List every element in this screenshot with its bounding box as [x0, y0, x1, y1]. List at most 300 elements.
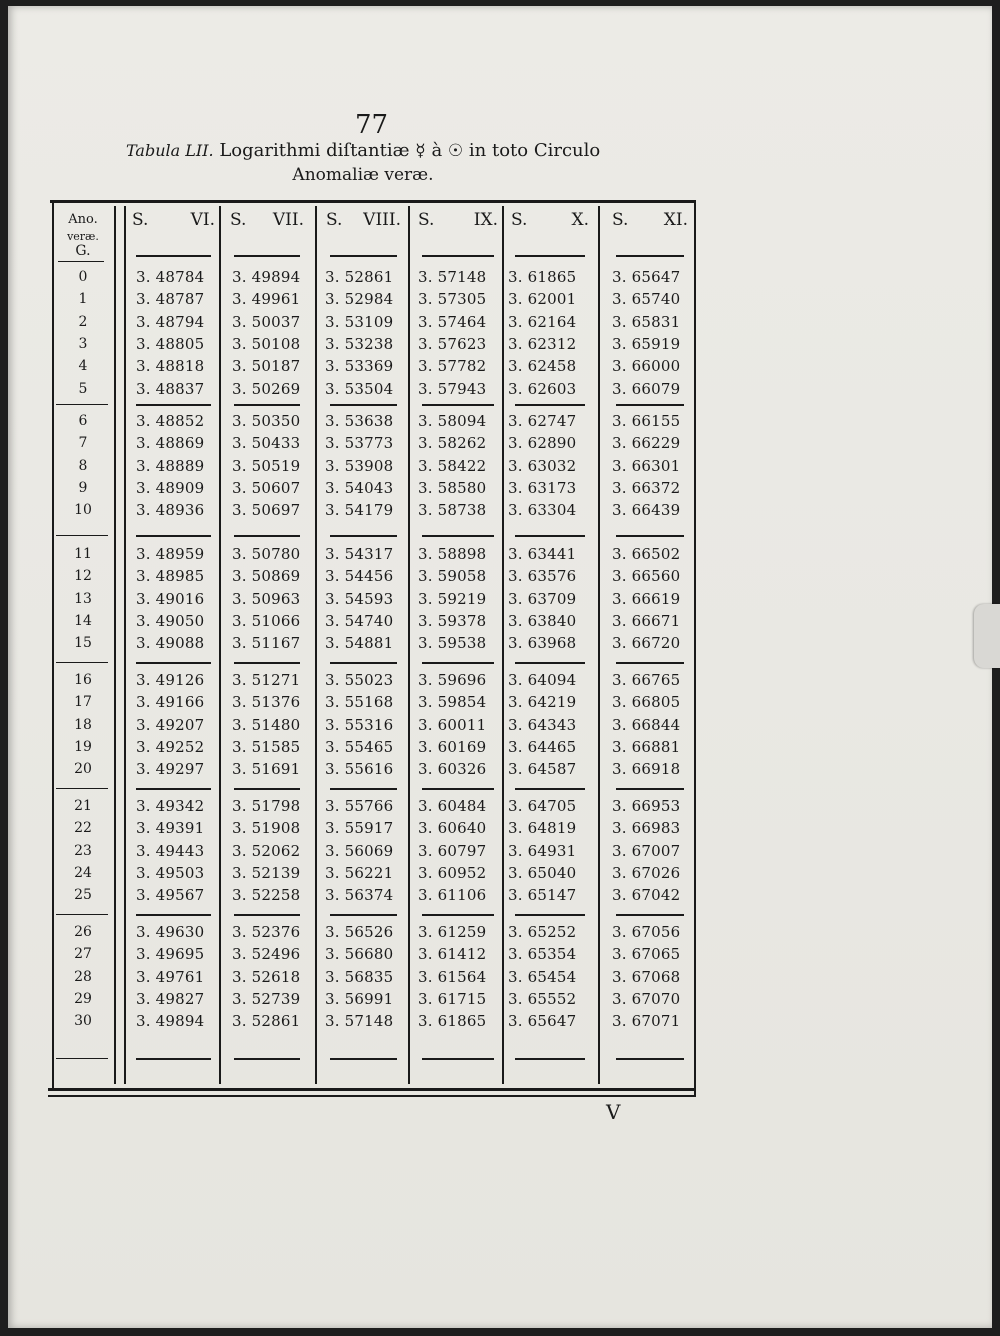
table-cell: 3. 55316 [325, 715, 394, 734]
table-cell: 3. 66000 [612, 357, 681, 376]
table-cell: 3. 62164 [508, 312, 577, 331]
column-header-viii [326, 209, 401, 231]
table-cell: 3. 59058 [418, 567, 487, 586]
degree-cell: 27 [74, 946, 92, 963]
table-cell: 3. 53369 [325, 357, 394, 376]
table-bottom-rule-1 [48, 1088, 696, 1091]
table-cell: 3. 52496 [232, 945, 301, 964]
table-cell: 3. 66560 [612, 567, 681, 586]
column-separator [219, 206, 221, 1084]
table-cell: 3. 56221 [325, 863, 394, 882]
group-rule [515, 662, 585, 664]
table-cell: 3. 67071 [612, 1012, 681, 1031]
table-cell: 3. 56835 [325, 967, 394, 986]
table-cell: 3. 61865 [508, 268, 577, 286]
table-cell: 3. 52258 [232, 886, 301, 905]
table-cell: 3. 55465 [325, 737, 394, 756]
degree-cell: 13 [74, 590, 92, 607]
table-cell: 3. 49827 [136, 989, 205, 1008]
title-text-a: Logarithmi diſtantiæ [219, 140, 410, 161]
ano-label-3: G. [75, 243, 91, 259]
table-cell: 3. 66502 [612, 545, 681, 563]
table-cell: 3. 57148 [325, 1012, 394, 1031]
group-rule [515, 788, 585, 790]
table-cell: 3. 52376 [232, 923, 301, 941]
table-cell: 3. 60011 [418, 715, 487, 734]
table-cell: 3. 49503 [136, 863, 205, 882]
group-rule [422, 404, 494, 406]
sun-symbol-icon: ☉ [447, 141, 464, 161]
table-cell: 3. 54881 [325, 634, 394, 653]
table-cell: 3. 49016 [136, 589, 205, 608]
table-cell: 3. 49567 [136, 886, 205, 905]
table-cell: 3. 56526 [325, 923, 394, 941]
title-text-c: in toto Circulo [468, 140, 601, 161]
table-cell: 3. 50607 [232, 478, 301, 497]
table-cell: 3. 60952 [418, 863, 487, 882]
table-cell: 3. 67068 [612, 967, 681, 986]
table-cell: 3. 58580 [418, 478, 487, 497]
table-cell: 3. 53238 [325, 334, 394, 353]
table-cell: 3. 51908 [232, 819, 301, 838]
group-rule [136, 404, 211, 406]
table-cell: 3. 53773 [325, 434, 394, 453]
table-cell: 3. 60326 [418, 760, 487, 779]
table-cell: 3. 59538 [418, 634, 487, 653]
table-title [126, 140, 646, 162]
table-cell: 3. 49630 [136, 923, 205, 941]
group-rule [234, 535, 300, 537]
table-cell: 3. 63576 [508, 567, 577, 586]
group-rule [422, 662, 494, 664]
table-cell: 3. 59219 [418, 589, 487, 608]
table-cell: 3. 49443 [136, 841, 205, 860]
group-rule [616, 662, 684, 664]
table-bottom-rule-2 [48, 1095, 696, 1097]
degree-cell: 6 [78, 413, 88, 429]
column-header-roman: VIII. [363, 210, 401, 230]
degree-cell: 10 [74, 502, 92, 519]
group-rule [422, 535, 494, 537]
table-cell: 3. 49761 [136, 967, 205, 986]
table-cell: 3. 52062 [232, 841, 301, 860]
table-cell: 3. 66881 [612, 737, 681, 756]
degree-group-rule [56, 662, 108, 663]
group-rule [234, 404, 300, 406]
degree-cell: 4 [78, 358, 88, 375]
table-cell: 3. 50697 [232, 501, 301, 520]
table-cell: 3. 56374 [325, 886, 394, 905]
table-cell: 3. 64219 [508, 693, 577, 712]
degree-cell: 30 [74, 1013, 92, 1030]
column-header-roman: XI. [663, 210, 688, 230]
column-header-rule [422, 255, 494, 257]
table-cell: 3. 49297 [136, 760, 205, 779]
column-header-rule [234, 255, 300, 257]
table-cell: 3. 61865 [418, 1012, 487, 1031]
table-cell: 3. 55168 [325, 693, 394, 712]
group-rule [422, 914, 494, 916]
column-separator [114, 206, 116, 1084]
table-cell: 3. 67056 [612, 923, 681, 941]
page-number: 77 [354, 110, 389, 140]
table-cell: 3. 59854 [418, 693, 487, 712]
table-cell: 3. 50963 [232, 589, 301, 608]
table-cell: 3. 66301 [612, 456, 681, 475]
ano-label-2: veræ. [67, 230, 99, 243]
table-cell: 3. 67026 [612, 863, 681, 882]
column-header-s: S. [511, 210, 528, 230]
column-header-roman: X. [571, 210, 589, 230]
column-header-roman: VII. [272, 210, 304, 230]
table-cell: 3. 66229 [612, 434, 681, 453]
column-separator [124, 206, 126, 1084]
group-rule [616, 404, 684, 406]
degree-cell: 26 [74, 924, 92, 940]
degree-group-rule [56, 535, 108, 536]
table-cell: 3. 60640 [418, 819, 487, 838]
table-cell: 3. 63173 [508, 478, 577, 497]
table-cell: 3. 65252 [508, 923, 577, 941]
table-cell: 3. 60797 [418, 841, 487, 860]
table-cell: 3. 48889 [136, 456, 205, 475]
table-cell: 3. 57148 [418, 268, 487, 286]
table-cell: 3. 51271 [232, 671, 301, 689]
table-cell: 3. 62001 [508, 290, 577, 309]
table-cell: 3. 63840 [508, 611, 577, 630]
table-label: Tabula LII. [126, 141, 214, 160]
group-rule [136, 914, 211, 916]
table-cell: 3. 53109 [325, 312, 394, 331]
table-cell: 3. 53638 [325, 412, 394, 430]
column-separator [502, 206, 504, 1084]
table-cell: 3. 63441 [508, 545, 577, 563]
column-header-vi [132, 209, 215, 231]
table-cell: 3. 65740 [612, 290, 681, 309]
group-rule [515, 914, 585, 916]
table-cell: 3. 50108 [232, 334, 301, 353]
table-cell: 3. 49252 [136, 737, 205, 756]
table-cell: 3. 50350 [232, 412, 301, 430]
group-rule [234, 788, 300, 790]
table-cell: 3. 48794 [136, 312, 205, 331]
degree-cell: 21 [74, 798, 92, 814]
column-header-rule [330, 255, 397, 257]
table-cell: 3. 59696 [418, 671, 487, 689]
table-cell: 3. 52739 [232, 989, 301, 1008]
degree-cell: 14 [74, 612, 92, 629]
table-cell: 3. 53504 [325, 379, 394, 398]
table-cell: 3. 67070 [612, 989, 681, 1008]
table-cell: 3. 52984 [325, 290, 394, 309]
table-cell: 3. 63968 [508, 634, 577, 653]
table-cell: 3. 48959 [136, 545, 205, 563]
degree-group-rule [56, 404, 108, 405]
table-cell: 3. 50187 [232, 357, 301, 376]
degree-cell: 3 [78, 335, 88, 352]
table-right-border [694, 202, 696, 1097]
table-cell: 3. 67007 [612, 841, 681, 860]
table-cell: 3. 63709 [508, 589, 577, 608]
table-cell: 3. 58262 [418, 434, 487, 453]
table-cell: 3. 61412 [418, 945, 487, 964]
table-cell: 3. 49391 [136, 819, 205, 838]
table-cell: 3. 64819 [508, 819, 577, 838]
table-cell: 3. 59378 [418, 611, 487, 630]
degree-cell: 20 [74, 761, 92, 778]
degree-group-rule [56, 1058, 108, 1059]
table-cell: 3. 51480 [232, 715, 301, 734]
column-separator [408, 206, 410, 1084]
column-header-s: S. [418, 210, 435, 230]
table-cell: 3. 48805 [136, 334, 205, 353]
degree-cell: 11 [74, 546, 92, 562]
group-rule [616, 914, 684, 916]
table-cell: 3. 54043 [325, 478, 394, 497]
group-rule [234, 662, 300, 664]
table-cell: 3. 57305 [418, 290, 487, 309]
table-cell: 3. 66844 [612, 715, 681, 734]
book-page [8, 6, 992, 1328]
table-top-rule [50, 200, 696, 203]
table-cell: 3. 66953 [612, 797, 681, 815]
table-cell: 3. 65647 [508, 1012, 577, 1031]
table-cell: 3. 58738 [418, 501, 487, 520]
table-cell: 3. 48787 [136, 290, 205, 309]
degree-cell: 29 [74, 990, 92, 1007]
table-cell: 3. 49088 [136, 634, 205, 653]
table-cell: 3. 66765 [612, 671, 681, 689]
degree-group-rule [56, 914, 108, 915]
ano-label-1: Ano. [68, 212, 98, 227]
ano-header-rule [58, 261, 104, 262]
table-cell: 3. 64931 [508, 841, 577, 860]
column-header-s: S. [132, 210, 149, 230]
group-rule [330, 662, 397, 664]
group-rule [330, 404, 397, 406]
degree-cell: 15 [74, 635, 92, 652]
table-cell: 3. 61259 [418, 923, 487, 941]
table-cell: 3. 63032 [508, 456, 577, 475]
table-cell: 3. 50037 [232, 312, 301, 331]
table-cell: 3. 61715 [418, 989, 487, 1008]
table-cell: 3. 56680 [325, 945, 394, 964]
group-rule [136, 535, 211, 537]
column-separator [598, 206, 600, 1084]
degree-cell: 25 [74, 887, 92, 904]
group-rule [422, 788, 494, 790]
group-rule [616, 788, 684, 790]
table-cell: 3. 54456 [325, 567, 394, 586]
group-rule [234, 914, 300, 916]
table-cell: 3. 65919 [612, 334, 681, 353]
mercury-symbol-icon: ☿ [415, 141, 426, 161]
table-cell: 3. 54317 [325, 545, 394, 563]
table-cell: 3. 65354 [508, 945, 577, 964]
degree-cell: 24 [74, 864, 92, 881]
table-cell: 3. 65647 [612, 268, 681, 286]
group-rule [136, 662, 211, 664]
table-cell: 3. 50780 [232, 545, 301, 563]
table-cell: 3. 62603 [508, 379, 577, 398]
table-cell: 3. 48852 [136, 412, 205, 430]
table-cell: 3. 66671 [612, 611, 681, 630]
degree-cell: 9 [78, 479, 88, 496]
title-text-b: à [431, 140, 443, 161]
table-cell: 3. 48985 [136, 567, 205, 586]
group-rule [330, 914, 397, 916]
column-header-s: S. [612, 210, 629, 230]
degree-cell: 19 [74, 738, 92, 755]
table-cell: 3. 55616 [325, 760, 394, 779]
signature-mark: V [606, 1100, 621, 1124]
table-cell: 3. 55023 [325, 671, 394, 689]
table-cell: 3. 49894 [136, 1012, 205, 1031]
table-cell: 3. 66372 [612, 478, 681, 497]
table-cell: 3. 65147 [508, 886, 577, 905]
degree-cell: 7 [78, 435, 88, 452]
table-cell: 3. 64343 [508, 715, 577, 734]
group-rule [136, 788, 211, 790]
group-rule [422, 1058, 494, 1060]
page-tab-marker [974, 604, 1000, 668]
table-cell: 3. 51798 [232, 797, 301, 815]
table-cell: 3. 55917 [325, 819, 394, 838]
table-cell: 3. 66983 [612, 819, 681, 838]
table-cell: 3. 54593 [325, 589, 394, 608]
table-cell: 3. 57782 [418, 357, 487, 376]
table-cell: 3. 61106 [418, 886, 487, 905]
column-header-rule [616, 255, 684, 257]
table-cell: 3. 52861 [325, 268, 394, 286]
table-cell: 3. 51376 [232, 693, 301, 712]
table-cell: 3. 57623 [418, 334, 487, 353]
table-subtitle: Anomaliæ veræ. [292, 165, 434, 185]
table-cell: 3. 65831 [612, 312, 681, 331]
table-cell: 3. 64094 [508, 671, 577, 689]
degree-cell: 5 [78, 380, 88, 397]
table-cell: 3. 48869 [136, 434, 205, 453]
table-cell: 3. 53908 [325, 456, 394, 475]
table-cell: 3. 51691 [232, 760, 301, 779]
table-cell: 3. 54179 [325, 501, 394, 520]
degree-cell: 23 [74, 842, 92, 859]
table-cell: 3. 66079 [612, 379, 681, 398]
table-cell: 3. 48784 [136, 268, 205, 286]
table-cell: 3. 65552 [508, 989, 577, 1008]
table-cell: 3. 49050 [136, 611, 205, 630]
table-cell: 3. 58422 [418, 456, 487, 475]
table-cell: 3. 55766 [325, 797, 394, 815]
degree-cell: 2 [78, 313, 88, 330]
table-cell: 3. 66155 [612, 412, 681, 430]
table-cell: 3. 50869 [232, 567, 301, 586]
table-cell: 3. 49695 [136, 945, 205, 964]
table-cell: 3. 49961 [232, 290, 301, 309]
table-cell: 3. 51585 [232, 737, 301, 756]
table-cell: 3. 64705 [508, 797, 577, 815]
table-cell: 3. 49207 [136, 715, 205, 734]
table-cell: 3. 56069 [325, 841, 394, 860]
table-cell: 3. 58898 [418, 545, 487, 563]
group-rule [515, 404, 585, 406]
table-cell: 3. 48818 [136, 357, 205, 376]
degree-cell: 16 [74, 672, 92, 688]
table-cell: 3. 52139 [232, 863, 301, 882]
table-cell: 3. 66918 [612, 760, 681, 779]
table-cell: 3. 52861 [232, 1012, 301, 1031]
degree-cell: 8 [78, 457, 88, 474]
table-left-border [52, 202, 54, 1090]
table-cell: 3. 48909 [136, 478, 205, 497]
table-cell: 3. 62890 [508, 434, 577, 453]
group-rule [234, 1058, 300, 1060]
group-rule [515, 1058, 585, 1060]
table-cell: 3. 52618 [232, 967, 301, 986]
degree-cell: 0 [78, 269, 88, 285]
table-cell: 3. 62312 [508, 334, 577, 353]
degree-group-rule [56, 788, 108, 789]
column-header-rule [515, 255, 585, 257]
table-cell: 3. 57943 [418, 379, 487, 398]
group-rule [330, 535, 397, 537]
column-header-s: S. [230, 210, 247, 230]
table-cell: 3. 60484 [418, 797, 487, 815]
table-cell: 3. 58094 [418, 412, 487, 430]
table-cell: 3. 62458 [508, 357, 577, 376]
group-rule [515, 535, 585, 537]
group-rule [616, 1058, 684, 1060]
degree-cell: 12 [74, 568, 92, 585]
table-cell: 3. 64465 [508, 737, 577, 756]
degree-cell: 28 [74, 968, 92, 985]
degree-cell: 18 [74, 716, 92, 733]
table-cell: 3. 50433 [232, 434, 301, 453]
column-header-rule [136, 255, 211, 257]
group-rule [330, 1058, 397, 1060]
degree-cell: 1 [78, 291, 88, 308]
column-header-roman: VI. [190, 210, 215, 230]
degree-cell: 22 [74, 820, 92, 837]
column-header-x [511, 209, 589, 231]
table-cell: 3. 49166 [136, 693, 205, 712]
table-cell: 3. 61564 [418, 967, 487, 986]
table-cell: 3. 66619 [612, 589, 681, 608]
table-cell: 3. 50269 [232, 379, 301, 398]
column-header-xi [612, 209, 688, 231]
table-cell: 3. 65040 [508, 863, 577, 882]
table-cell: 3. 63304 [508, 501, 577, 520]
table-cell: 3. 66720 [612, 634, 681, 653]
table-cell: 3. 49126 [136, 671, 205, 689]
column-header-ix [418, 209, 498, 231]
table-cell: 3. 67042 [612, 886, 681, 905]
table-cell: 3. 51066 [232, 611, 301, 630]
column-header-roman: IX. [473, 210, 498, 230]
table-cell: 3. 49342 [136, 797, 205, 815]
column-separator [315, 206, 317, 1084]
table-cell: 3. 67065 [612, 945, 681, 964]
table-cell: 3. 48837 [136, 379, 205, 398]
table-cell: 3. 66805 [612, 693, 681, 712]
group-rule [330, 788, 397, 790]
degree-cell: 17 [74, 694, 92, 711]
table-cell: 3. 54740 [325, 611, 394, 630]
table-cell: 3. 57464 [418, 312, 487, 331]
column-header-vii [230, 209, 304, 231]
table-cell: 3. 49894 [232, 268, 301, 286]
group-rule [136, 1058, 211, 1060]
